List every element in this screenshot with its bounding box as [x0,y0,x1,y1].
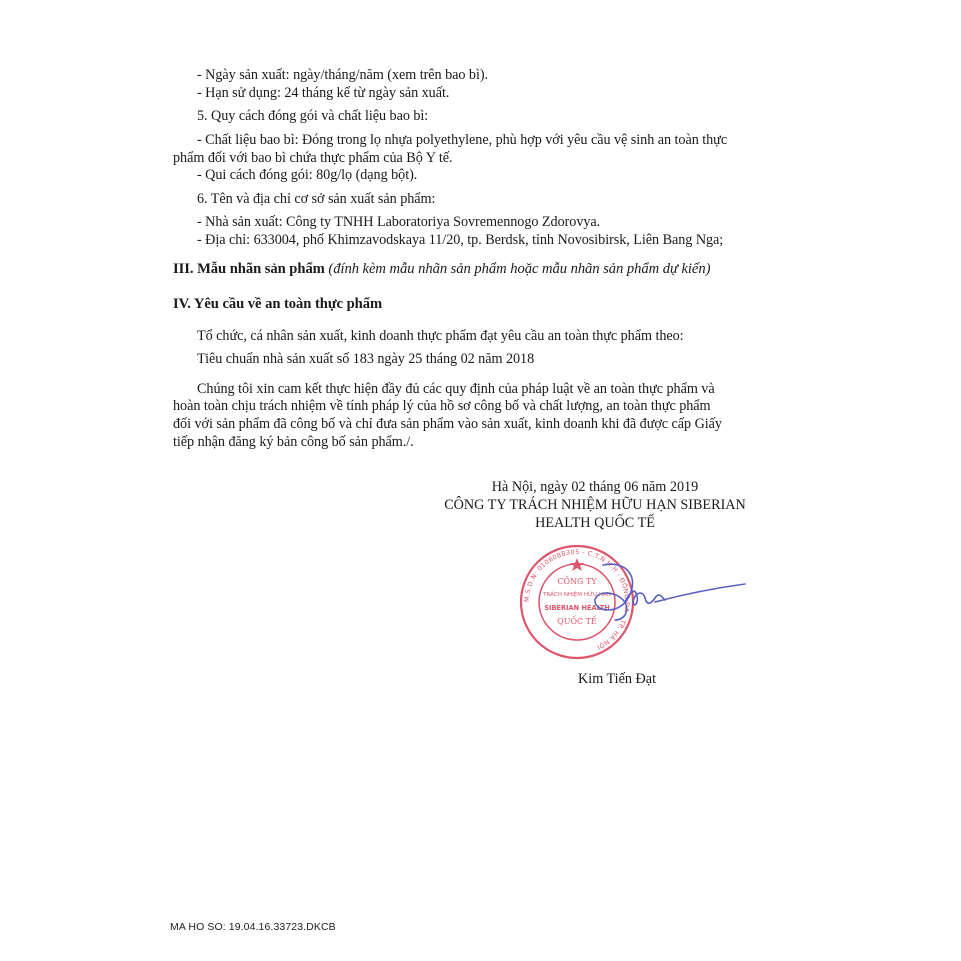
packaging-material-line-cont: phẩm đối với bao bì chứa thực phẩm của Bộ Y tế. [173,150,453,166]
commitment-line-3: đối với sản phẩm đã công bố và chỉ đưa sản phẩm vào sản xuất, kinh doanh khi đã được cấp Giấy [173,416,722,432]
section-3-heading [173,260,710,278]
svg-text:SIBERIAN HEALTH: SIBERIAN HEALTH [544,604,610,612]
commitment-line-2: hoàn toàn chịu trách nhiệm về tính pháp lý của hồ sơ công bố và chất lượng, an toàn thực phẩm [173,398,711,414]
svg-text:QUỐC TẾ: QUỐC TẾ [557,617,597,626]
section-4-line-2: Tiêu chuẩn nhà sản xuất số 183 ngày 25 tháng 02 năm 2018 [197,351,535,367]
company-name-line-2: HEALTH QUỐC TẾ [535,515,655,531]
signer-name: Kim Tiến Đạt [578,671,657,687]
signature-block [420,478,770,532]
manufacturer-heading: 6. Tên và địa chỉ cơ sở sản xuất sản phẩm: [197,191,436,207]
expiry-line: - Hạn sử dụng: 24 tháng kể từ ngày sản xuất. [197,85,450,101]
commitment-line-4: tiếp nhận đăng ký bản công bố sản phẩm./. [173,434,414,450]
section-3-title: III. Mẫu nhãn sản phẩm [173,261,325,277]
company-seal-icon [515,540,770,665]
production-date-line: - Ngày sản xuất: ngày/tháng/năm (xem trên bao bì). [197,67,489,83]
section-3-note: (đính kèm mẫu nhãn sản phẩm hoặc mẫu nhãn sản phẩm dự kiến) [328,261,711,277]
company-stamp-and-signature [515,540,770,665]
svg-text:CÔNG TY: CÔNG TY [557,577,597,586]
place-date: Hà Nội, ngày 02 tháng 06 năm 2019 [491,479,699,495]
section-4-heading: IV. Yêu cầu về an toàn thực phẩm [173,296,383,312]
manufacturer-address-line: - Địa chỉ: 633004, phố Khimzavodskaya 11/20, tp. Berdsk, tỉnh Novosibirsk, Liên Bang Nga; [197,232,724,248]
packaging-heading: 5. Quy cách đóng gói và chất liệu bao bì: [197,108,429,124]
packaging-material-line: - Chất liệu bao bì: Đóng trong lọ nhựa polyethylene, phù hợp với yêu cầu vệ sinh an toàn thực [197,132,728,148]
company-name-line-1: CÔNG TY TRÁCH NHIỆM HỮU HẠN SIBERIAN [444,497,746,513]
commitment-line-1: Chúng tôi xin cam kết thực hiện đầy đủ các quy định của pháp luật về an toàn thực phẩm và [197,381,715,397]
svg-text:M.S.D.N: 0106088305 - C.T.N.H.: M.S.D.N: 0106088305 - C.T.N.H.H - ĐỐNG ĐA - TP. HÀ NỘI [522,547,632,652]
section-4-line-1: Tổ chức, cá nhân sản xuất, kinh doanh thực phẩm đạt yêu cầu an toàn thực phẩm theo: [197,328,684,344]
dossier-code: MA HO SO: 19.04.16.33723.DKCB [170,921,336,933]
svg-text:TRÁCH NHIỆM HỮU HẠN: TRÁCH NHIỆM HỮU HẠN [543,592,611,598]
manufacturer-name-line: - Nhà sản xuất: Công ty TNHH Laboratoriya Sovremennogo Zdorovya. [197,214,601,230]
packaging-spec-line: - Qui cách đóng gói: 80g/lọ (dạng bột). [197,167,418,183]
